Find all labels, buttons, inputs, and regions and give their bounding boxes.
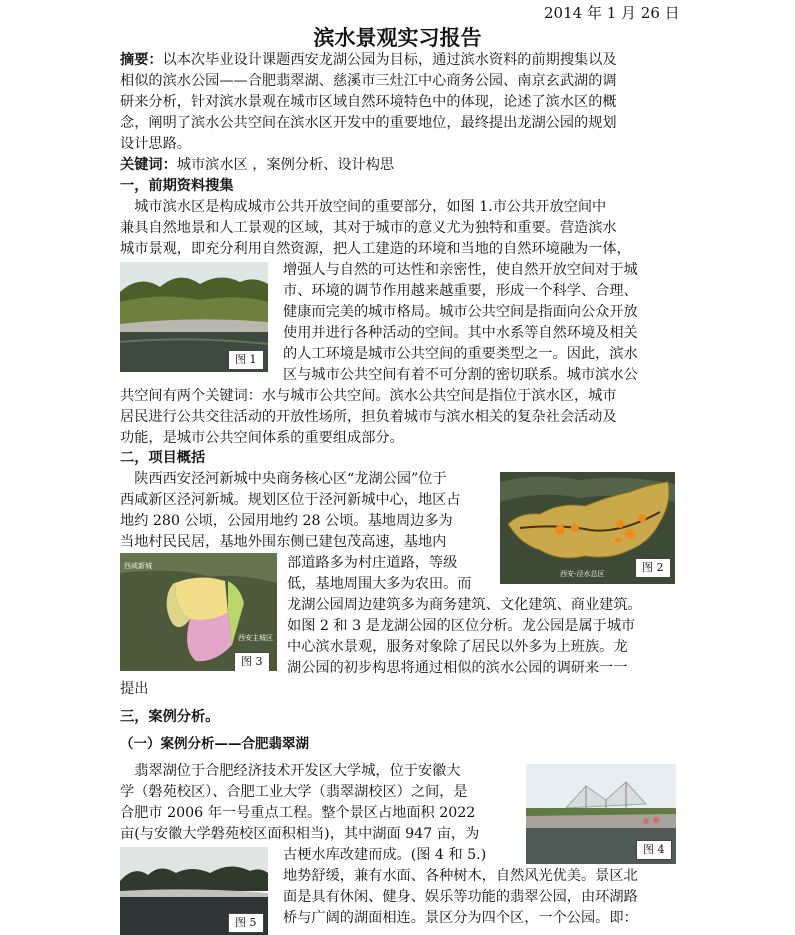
paragraph-line: 部道路多为村庄道路，等级 xyxy=(287,555,458,571)
report-title: 滨水景观实习报告 xyxy=(313,25,482,50)
paragraph-line: 地约 280 公顷，公园用地约 28 公顷。基地周边多为 xyxy=(120,513,453,529)
section2-heading: 二，项目概括 xyxy=(120,450,206,466)
abstract-line-2: 相似的滨水公园——合肥翡翠湖、慈溪市三灶江中心商务公园、南京玄武湖的调 xyxy=(120,73,617,89)
figure-5-label: 图 5 xyxy=(228,913,264,933)
abstract-line-3: 研来分析，针对滨水景观在城市区域自然环境特色中的体现，论述了滨水区的概 xyxy=(120,94,617,110)
paragraph-line: 使用并进行各种活动的空间。其中水系等自然环境及相关 xyxy=(283,325,638,341)
figure-1-photo xyxy=(120,262,268,372)
paragraph-line: 亩(与安徽大学磐苑校区面积相当)，其中湖面 947 亩，为 xyxy=(120,826,480,842)
paragraph-line: 健康而完美的城市格局。城市公共空间是指面向公众开放 xyxy=(283,304,638,320)
figure-2-label: 图 2 xyxy=(635,558,671,578)
figure-3-label-top: 西咸新城 xyxy=(124,562,152,570)
paragraph-line: 居民进行公共交往活动的开放性场所，担负着城市与滨水相关的复杂社会活动及 xyxy=(120,409,617,425)
abstract-label: 摘要： xyxy=(120,52,163,68)
paragraph-line: 陕西西安泾河新城中央商务核心区“龙湖公园”位于 xyxy=(120,471,447,487)
paragraph-line: 合肥市 2006 年一号重点工程。整个景区占地面积 2022 xyxy=(120,805,476,821)
paragraph-line: 面是具有休闲、健身、娱乐等功能的翡翠公园，由环湖路 xyxy=(283,889,638,905)
figure-4-photo xyxy=(526,764,676,864)
figure-3-map xyxy=(120,553,277,671)
figure-2-caption: 西安-泾水总区 xyxy=(560,570,605,578)
paragraph-line: 如图 2 和 3 是龙湖公园的区位分析。龙公园是属于城市 xyxy=(287,618,636,634)
paragraph-line: 功能，是城市公共空间体系的重要组成部分。 xyxy=(120,430,404,446)
paragraph-line: 湖公园的初步构思将通过相似的滨水公园的调研来一一 xyxy=(287,660,628,676)
figure-3-label: 图 3 xyxy=(234,652,270,671)
paragraph-line: 当地村民民居，基地外围东侧已建包茂高速，基地内 xyxy=(120,534,447,550)
report-date: 2014 年 1 月 26 日 xyxy=(544,4,680,22)
paragraph-line: 兼具自然地景和人工景观的区域，其对于城市的意义尤为独特和重要。营造滨水 xyxy=(120,220,617,236)
figure-1-label: 图 1 xyxy=(228,350,264,370)
paragraph-line: 市、环境的调节作用越来越重要，形成一个科学、合理、 xyxy=(283,283,638,299)
paragraph-line: 龙湖公园周边建筑多为商务建筑、文化建筑、商业建筑。 xyxy=(287,597,642,613)
section3-heading: 三，案例分析。 xyxy=(120,709,220,725)
abstract-line-1: 摘要：以本次毕业设计课题西安龙湖公园为目标，通过滨水资料的前期搜集以及 xyxy=(120,52,617,68)
paragraph-line: 共空间有两个关键词：水与城市公共空间。滨水公共空间是指位于滨水区，城市 xyxy=(120,388,617,404)
paragraph-line: 的人工环境是城市公共空间的重要类型之一。因此，滨水 xyxy=(283,346,638,362)
paragraph-line: 区与城市公共空间有着不可分割的密切联系。城市滨水公 xyxy=(283,367,638,383)
abstract-line-4: 念，阐明了滨水公共空间在滨水区开发中的重要地位，最终提出龙湖公园的规划 xyxy=(120,115,617,131)
keywords-label: 关键词： xyxy=(120,157,177,173)
paragraph-line: 低，基地周围大多为农田。而 xyxy=(287,576,472,592)
paragraph-line: 桥与广阔的湖面相连。景区分为四个区，一个公园。即： xyxy=(283,910,638,926)
paragraph-line: 翡翠湖位于合肥经济技术开发区大学城，位于安徽大 xyxy=(120,763,461,779)
paragraph-line: 地势舒缓，兼有水面、各种树木，自然风光优美。景区北 xyxy=(283,868,638,884)
paragraph-line: 古梗水库改建而成。(图 4 和 5.) xyxy=(283,847,487,863)
paragraph-line: 增强人与自然的可达性和亲密性，使自然开放空间对于城 xyxy=(283,262,638,278)
section1-heading: 一，前期资料搜集 xyxy=(120,178,234,194)
paragraph-line: 提出 xyxy=(120,681,149,697)
paragraph-line: 城市滨水区是构成城市公共开放空间的重要部分，如图 1.市公共开放空间中 xyxy=(120,199,607,215)
case1-heading: （一）案例分析——合肥翡翠湖 xyxy=(120,736,309,752)
paragraph-line: 城市景观，即充分利用自然资源，把人工建造的环境和当地的自然环境融为一体， xyxy=(120,241,631,257)
paragraph-line: 西咸新区泾河新城。规划区位于泾河新城中心，地区占 xyxy=(120,492,461,508)
figure-5-photo xyxy=(120,847,268,935)
keywords: 关键词：城市滨水区 ，案例分析、设计构思 xyxy=(120,157,395,173)
figure-3-label-bottom: 西安主城区 xyxy=(238,634,273,642)
figure-2-map xyxy=(500,472,675,584)
figure-4-label: 图 4 xyxy=(636,840,672,860)
paragraph-line: 学（磐苑校区）、合肥工业大学（翡翠湖校区）之间，是 xyxy=(120,784,468,800)
paragraph-line: 中心滨水景观，服务对象除了居民以外多为上班族。龙 xyxy=(287,639,628,655)
abstract-line-5: 设计思路。 xyxy=(120,136,191,152)
